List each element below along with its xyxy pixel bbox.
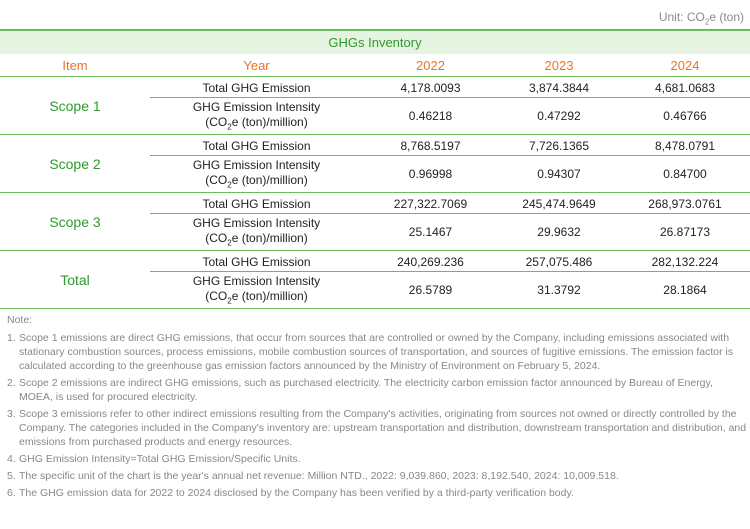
- unit-label: Unit: $CO_2e$ (ton): [658, 10, 744, 27]
- table-row: [150, 98, 750, 135]
- table-cell: 26.87173: [659, 225, 711, 239]
- note-item: 6. The GHG emission data for 2022 to 2024 disclosed by the Company has been verified by a third-party verification body.: [7, 487, 574, 499]
- header-2023: 2023: [544, 58, 574, 73]
- header-item: Item: [62, 58, 88, 73]
- row-label: GHG Emission Intensity ($CO_2e$ (ton)/million): [192, 274, 321, 306]
- table-cell: 268,973.0761: [648, 197, 722, 211]
- table-cell: 240,269.236: [397, 255, 464, 269]
- note-item: 5. The specific unit of the chart is the year's annual net revenue: Million NTD., 2022: 9,039.860, 2023: 8,192.540, 2024: 10,009.518.: [7, 470, 619, 482]
- note-item: 2. Scope 2 emissions are indirect GHG emissions, such as purchased electricity. The electricity carbon emission factor announced by Bureau of Energy, MOEA, is used for procured electricity.: [7, 377, 713, 403]
- note-item: 4. GHG Emission Intensity=Total GHG Emission/Specific Units.: [7, 453, 301, 465]
- table-cell: 4,681.0683: [654, 81, 716, 95]
- scope-group: [0, 135, 750, 193]
- table-row: [150, 272, 750, 309]
- table-cell: 28.1864: [663, 283, 707, 297]
- table-row: [150, 77, 750, 98]
- scope-label: Scope 2: [49, 156, 101, 172]
- row-label: GHG Emission Intensity ($CO_2e$ (ton)/million): [192, 100, 321, 132]
- scope-group: [0, 251, 750, 309]
- header-2024: 2024: [670, 58, 700, 73]
- note-item: 1. Scope 1 emissions are direct GHG emissions, that occur from sources that are controlled or owned by the Company, including emissions associated with stationary combustion sources, process emissions, mobile combustion sources of transportation, and sources of fugitive emissions. The emission factor is calculated according to the greenhouse gas emission factors announced by the Ministry of Environment on February 5, 2024.: [7, 332, 734, 372]
- table-cell: 0.84700: [663, 167, 707, 181]
- scope-label: Total: [60, 272, 90, 288]
- table-cell: 245,474.9649: [522, 197, 596, 211]
- table-cell: 282,132.224: [651, 255, 719, 269]
- row-label: Total GHG Emission: [202, 81, 311, 95]
- table-row: [150, 156, 750, 193]
- table-cell: 3,874.3844: [528, 81, 590, 95]
- row-label: Total GHG Emission: [202, 197, 311, 211]
- row-label: GHG Emission Intensity ($CO_2e$ (ton)/million): [192, 216, 321, 248]
- table-cell: 31.3792: [537, 283, 581, 297]
- notes-heading: Note:: [7, 314, 33, 326]
- table-cell: 0.46766: [663, 109, 707, 123]
- notes-list: [7, 331, 747, 500]
- row-label: GHG Emission Intensity ($CO_2e$ (ton)/million): [192, 158, 321, 190]
- scope-label: Scope 3: [49, 214, 101, 230]
- scope-label: Scope 1: [49, 98, 101, 114]
- table-row: [150, 251, 750, 272]
- table-cell: 29.9632: [537, 225, 581, 239]
- table-title: GHGs Inventory: [0, 29, 750, 54]
- table-row: [150, 193, 750, 214]
- table-cell: 227,322.7069: [393, 197, 468, 211]
- table-cell: 8,478.0791: [654, 139, 716, 153]
- table-cell: 0.46218: [408, 109, 453, 123]
- table-cell: 0.96998: [408, 167, 453, 181]
- table-row: [150, 135, 750, 156]
- table-cell: 0.47292: [537, 109, 581, 123]
- note-item: 3. Scope 3 emissions refer to other indirect emissions resulting from the Company's activities, originating from sources not owned or directly controlled by the Company. The categories included in the Company's inventory are: upstream transportation and distribution, downstream transportation and distribution, and emissions from purchased products and energy resources.: [7, 408, 747, 448]
- table-cell: 25.1467: [408, 225, 453, 239]
- notes-section: [7, 313, 747, 503]
- table-cell: 8,768.5197: [400, 139, 461, 153]
- scope-group: [0, 77, 750, 135]
- scope-group: [0, 193, 750, 251]
- table-row: [150, 214, 750, 251]
- table-cell: 7,726.1365: [528, 139, 590, 153]
- table-cell: 26.5789: [408, 283, 453, 297]
- table-cell: 0.94307: [537, 167, 581, 181]
- header-year: Year: [243, 58, 270, 73]
- table-cell: 4,178.0093: [400, 81, 461, 95]
- row-label: Total GHG Emission: [202, 255, 311, 269]
- header-2022: 2022: [416, 58, 445, 73]
- table-header-row: [0, 54, 750, 77]
- table-cell: 257,075.486: [525, 255, 593, 269]
- row-label: Total GHG Emission: [202, 139, 311, 153]
